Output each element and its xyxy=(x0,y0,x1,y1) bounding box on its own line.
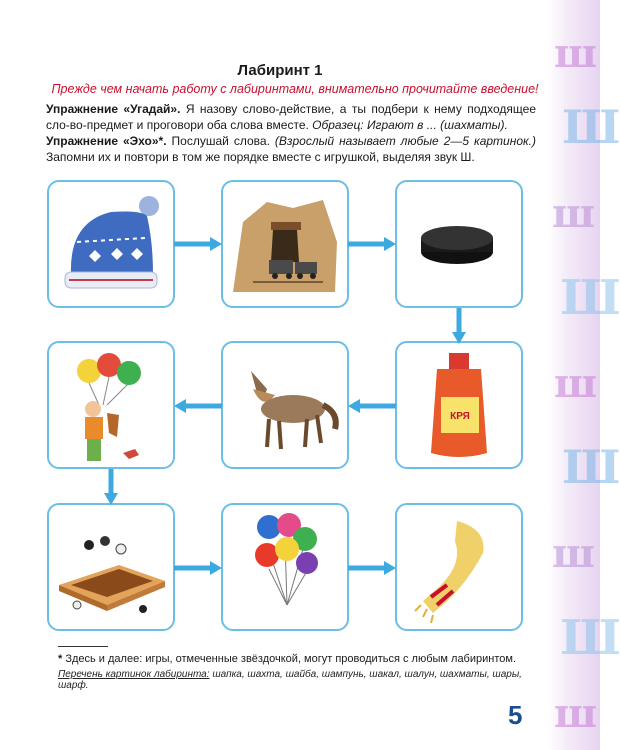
footnote-mark: * xyxy=(58,653,63,665)
card-scarf[interactable] xyxy=(395,503,523,631)
balloons-icon xyxy=(223,505,347,629)
arrow-left-1 xyxy=(346,398,398,414)
arrow-down-2 xyxy=(103,467,119,507)
card-hat[interactable] xyxy=(47,180,175,308)
picture-list-items: шапка, шахта, шайба, шампунь, шакал, шалун, шахматы, шары, шарф. xyxy=(58,669,522,691)
exercise-guess xyxy=(46,101,536,133)
card-puck[interactable] xyxy=(395,180,523,308)
shampoo-icon xyxy=(397,343,521,467)
exercise-echo xyxy=(46,133,536,165)
footnote-text: Здесь и далее: игры, отмеченные звёздочкой, могут проводиться с любым лабиринтом. xyxy=(65,653,516,665)
puck-icon xyxy=(397,182,521,306)
footnote xyxy=(58,653,528,665)
intro-warning: Прежде чем начать работу с лабиринтами, внимательно прочитайте введение! xyxy=(51,82,539,96)
exercise-echo-text1: Послушай слова. xyxy=(166,134,275,148)
exercise-echo-note: (Взрослый называет любые 2—5 картинок.) xyxy=(274,134,536,148)
card-chess[interactable] xyxy=(47,503,175,631)
decorative-border: ш Ш ш Ш ш Ш ш Ш ш xyxy=(548,0,600,750)
scarf-icon xyxy=(397,505,521,629)
card-jackal[interactable] xyxy=(221,341,349,469)
card-boy[interactable] xyxy=(47,341,175,469)
footnote-divider xyxy=(58,646,108,647)
picture-list-label: Перечень картинок лабиринта: xyxy=(58,669,210,680)
arrow-left-2 xyxy=(172,398,224,414)
exercise-guess-example: Образец: Играют в ... (шахматы). xyxy=(312,118,508,132)
mine-icon xyxy=(223,182,347,306)
chess-icon xyxy=(49,505,173,629)
exercise-guess-text: Я назову слово-действие, а ты подбери к нему подходящее сло-во-предмет и проговори оба слова вместе. xyxy=(46,102,536,132)
exercise-echo-text2: Запомни их и повтори в том же порядке вместе с игрушкой, выделяя звук Ш. xyxy=(46,150,475,164)
arrow-right-1 xyxy=(172,236,224,252)
card-shampoo[interactable] xyxy=(395,341,523,469)
page-number: 5 xyxy=(508,700,523,730)
exercise-echo-name: Упражнение «Эхо»*. xyxy=(46,134,167,148)
boy-icon xyxy=(49,343,173,467)
arrow-down-1 xyxy=(451,306,467,346)
card-mine[interactable] xyxy=(221,180,349,308)
picture-list xyxy=(58,669,528,691)
page-title: Лабиринт 1 xyxy=(237,62,323,79)
hat-icon xyxy=(49,182,173,306)
arrow-right-2 xyxy=(346,236,398,252)
exercise-guess-name: Упражнение «Угадай». xyxy=(46,102,181,116)
jackal-icon xyxy=(223,343,347,467)
arrow-right-4 xyxy=(346,560,398,576)
shampoo-brand-text: КРЯ xyxy=(450,411,470,422)
arrow-right-3 xyxy=(172,560,224,576)
card-balloons[interactable] xyxy=(221,503,349,631)
